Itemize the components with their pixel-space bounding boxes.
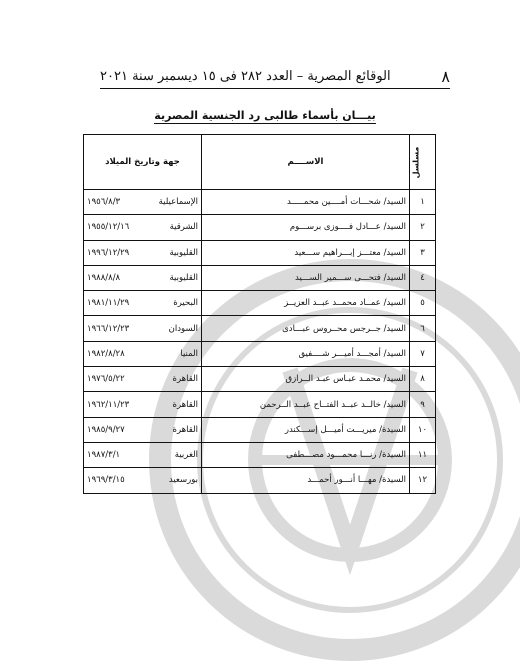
row-place: القاهرة [172, 374, 198, 385]
page-number: ٨ [441, 66, 450, 86]
row-date: ١٩٥٥/١٢/١٦ [87, 222, 130, 233]
row-name: السيد/ عـــادل فــــوزى برســـوم [202, 215, 410, 240]
row-serial: ٨ [410, 367, 436, 392]
document-title-text: بيـــان بأسماء طالبى رد الجنسية المصرية [154, 109, 376, 122]
row-place-date [84, 417, 202, 442]
row-date: ١٩٦٦/١٢/٢٣ [87, 323, 130, 334]
table-header-row [84, 135, 436, 190]
row-serial: ١٠ [410, 417, 436, 442]
row-serial: ٥ [410, 291, 436, 316]
row-place-date [84, 442, 202, 467]
row-place-date [84, 291, 202, 316]
row-place: القاهرة [172, 424, 198, 435]
row-date: ١٩٦٢/١١/٢٣ [87, 399, 130, 410]
row-place-date [84, 190, 202, 215]
row-serial: ١ [410, 190, 436, 215]
row-name: السيد/ فتحـــى ســـمير الســـيد [202, 265, 410, 290]
row-serial: ١٢ [410, 468, 436, 493]
row-date: ١٩٩٦/١٢/٢٩ [87, 247, 130, 258]
row-place-date [84, 468, 202, 493]
table-row [84, 265, 436, 290]
row-date: ١٩٨٧/٣/١ [87, 450, 121, 461]
table-row [84, 341, 436, 366]
column-header-name: الاســــم [202, 135, 410, 190]
row-place: البحيرة [173, 298, 198, 309]
row-name: السيد/ خالــد عبــد الفتــاح عبــد الــرحمن [202, 392, 410, 417]
row-place: المنيا [180, 348, 198, 359]
row-name: السيدة/ مهـــا أنـــور أحمـــد [202, 468, 410, 493]
page-header [100, 64, 450, 89]
row-date: ١٩٨٨/٨/٨ [87, 273, 121, 284]
table-body [84, 190, 436, 494]
row-name: السيد/ أمجـــد أميـــر شــــفيق [202, 341, 410, 366]
row-date: ١٩٧٦/٥/٢٢ [87, 374, 125, 385]
row-place-date [84, 316, 202, 341]
column-header-place-date: جهة وتاريخ الميلاد [84, 135, 202, 190]
row-name: السيد/ معتـــز إبـــراهيم ســـعيد [202, 240, 410, 265]
row-date: ١٩٨٥/٩/٢٧ [87, 424, 125, 435]
row-place-date [84, 215, 202, 240]
row-place: بورسعيد [168, 475, 198, 486]
row-name: السيد/ شحـــات أمــــين محمـــــد [202, 190, 410, 215]
row-place: القليوبية [169, 273, 198, 284]
row-name: السيد/ جــرجس محــروس عبـــادى [202, 316, 410, 341]
row-date: ١٩٦٩/٣/١٥ [87, 475, 125, 486]
row-place-date [84, 341, 202, 366]
row-serial: ٤ [410, 265, 436, 290]
row-place-date [84, 265, 202, 290]
row-place: الإسماعيلية [158, 197, 198, 208]
row-serial: ٢ [410, 215, 436, 240]
row-place-date [84, 367, 202, 392]
row-serial: ٧ [410, 341, 436, 366]
row-serial: ٩ [410, 392, 436, 417]
table-row [84, 215, 436, 240]
table-row [84, 240, 436, 265]
row-place: الغربية [174, 450, 198, 461]
table-row [84, 291, 436, 316]
row-name: السيدة/ ميريـــت أميـــل إســـكندر [202, 417, 410, 442]
table-row [84, 468, 436, 493]
document-title [150, 109, 380, 122]
row-place: السودان [168, 323, 198, 334]
table-row [84, 316, 436, 341]
row-place-date [84, 240, 202, 265]
row-serial: ٣ [410, 240, 436, 265]
table-row [84, 367, 436, 392]
row-serial: ١١ [410, 442, 436, 467]
row-date: ١٩٨٢/٨/٢٨ [87, 348, 125, 359]
column-header-serial: مسلسل [410, 135, 436, 190]
applicants-table [83, 134, 436, 494]
row-place-date [84, 392, 202, 417]
row-name: السيد/ عمــاد محمــد عبــد العزيــز [202, 291, 410, 316]
row-date: ١٩٥٦/٨/٣ [87, 197, 121, 208]
row-name: السيدة/ رنـــا محمـــود مصـــطفى [202, 442, 410, 467]
table-row [84, 392, 436, 417]
running-title: الوقائع المصرية – العدد ٢٨٢ فى ١٥ ديسمبر سنة ٢٠٢١ [100, 68, 391, 84]
table-row [84, 442, 436, 467]
row-date: ١٩٨١/١١/٢٩ [87, 298, 130, 309]
row-place: الشرقية [169, 222, 198, 233]
table-row [84, 417, 436, 442]
table-row [84, 190, 436, 215]
row-place: القليوبية [169, 247, 198, 258]
row-place: القاهرة [172, 399, 198, 410]
row-serial: ٦ [410, 316, 436, 341]
row-name: السيد/ محمـد عبـاس عبـد الــرازق [202, 367, 410, 392]
